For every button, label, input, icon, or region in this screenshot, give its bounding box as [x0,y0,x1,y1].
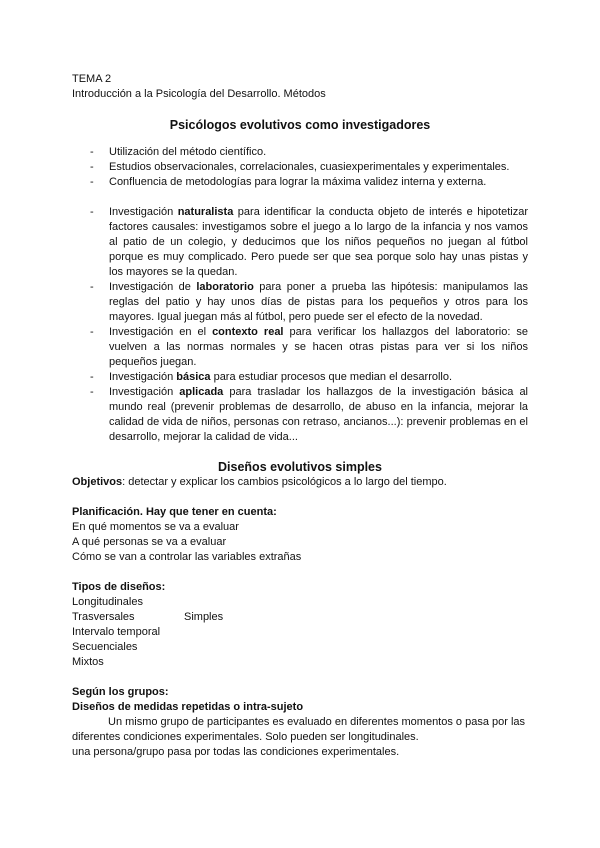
list-item: - Confluencia de metodologías para lograr la máxima validez interna y externa. [72,175,528,190]
planificacion-title: Planificación. Hay que tener en cuenta: [72,506,277,518]
list-item-contexto-real [72,325,528,370]
objetivos-paragraph [72,475,528,490]
tipos-item: Intervalo temporal [72,626,161,638]
topic-number: TEMA 2 [72,73,112,85]
tipos-item: Mixtos [72,656,104,668]
list-item: - Estudios observacionales, correlacionales, cuasiexperimentales y experimentales. [72,160,528,175]
list-item-naturalista [72,205,528,280]
tipos-item: Longitudinales [72,596,143,608]
grupos-block [72,685,528,760]
section-title-investigadores: Psicólogos evolutivos como investigadores [169,118,431,132]
spacer [72,190,528,205]
item-text: para trasladar los hallazgos de la investigación básica al mundo real (prevenir problemas de desarrollo, de abuso en la infancia, mejorar la calidad de vida de niños, personas con retraso, ancianos...): prevenir problemas en el desarrollo, mejorar la calidad de vida... [109,386,529,443]
research-types-list [72,205,528,445]
topic-title: Introducción a la Psicología del Desarrollo. Métodos [72,88,326,100]
objetivos-text: : detectar y explicar los cambios psicológicos a lo largo del tiempo. [122,476,447,488]
grupos-title: Según los grupos: [72,686,169,698]
grupos-paragraph: una persona/grupo pasa por todas las condiciones experimentales. [72,746,400,758]
item-text: Investigación [109,386,180,398]
item-text: para identificar la conducta objeto de interés e hipotetizar factores causales: investigamos sobre el juego a lo largo de la infancia y nos vamos al patio de un colegio, y deducimos que los niños pequeños no juegan al fútbol porque es muy complicado. Pero puede ser que sea porque solo hay unas pistas y los mayores se la quedan. [109,206,528,278]
tipos-item: Trasversales [72,611,135,623]
planificacion-block [72,505,528,565]
method-list [72,145,528,190]
tipos-block [72,580,528,670]
item-keyword: básica [176,371,211,383]
item-text: para estudiar procesos que median el desarrollo. [210,371,453,383]
item-text: Investigación en el [109,326,213,338]
item-text: Investigación [109,206,178,218]
item-text: Investigación de [109,281,197,293]
tipos-item: Secuenciales [72,641,138,653]
planificacion-item: Cómo se van a controlar las variables extrañas [72,551,302,563]
list-item: - Utilización del método científico. [72,145,528,160]
objetivos-label: Objetivos [72,476,123,488]
tipos-side-label: Simples [184,611,224,623]
list-item-aplicada [72,385,528,445]
tipos-title: Tipos de diseños: [72,581,166,593]
grupos-subtitle: Diseños de medidas repetidas o intra-sujeto [72,701,304,713]
item-keyword: naturalista [177,206,234,218]
planificacion-item: En qué momentos se va a evaluar [72,521,239,533]
planificacion-item: A qué personas se va a evaluar [72,536,227,548]
tipos-row [72,610,528,625]
grupos-paragraph: Un mismo grupo de participantes es evaluado en diferentes momentos o pasa por las diferentes condiciones experimentales. Solo pueden ser longitudinales. [72,716,526,743]
item-keyword: aplicada [179,386,224,398]
list-item-laboratorio [72,280,528,325]
item-text: para verificar los hallazgos del laboratorio: se vuelven a las normas normales y se hacen otras pistas para ver si los niños pequeños juegan. [109,326,529,368]
item-keyword: contexto real [212,326,284,338]
list-item-basica [72,370,528,385]
item-keyword: laboratorio [196,281,254,293]
item-text: para poner a prueba las hipótesis: manipulamos las reglas del patio y hay unos días de pistas para los pequeños y otros para los mayores. Igual juegan más al fútbol, pero puede ser el efecto de la novedad. [109,281,528,323]
item-text: Investigación [109,371,177,383]
section-title-disenos: Diseños evolutivos simples [218,460,382,474]
